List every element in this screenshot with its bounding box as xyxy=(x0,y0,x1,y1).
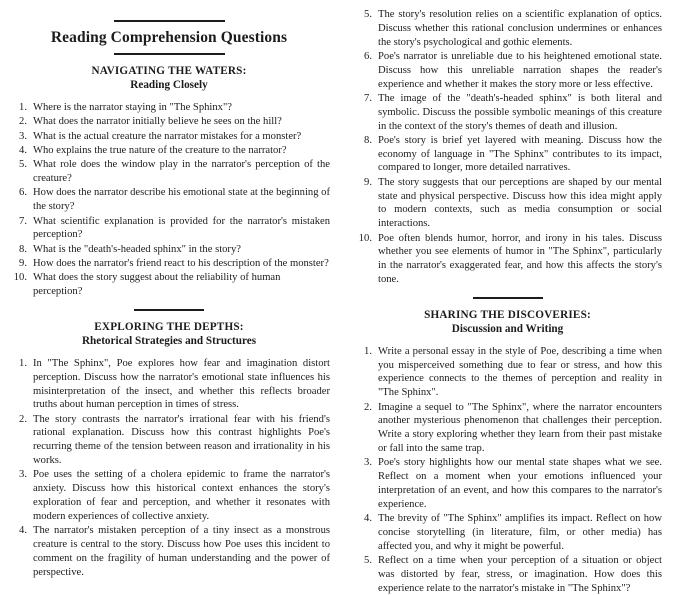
list-item-number: 9. xyxy=(364,176,372,188)
list-item-text: What is the actual creature the narrator mistakes for a monster? xyxy=(33,130,302,142)
list-item-text: The narrator's mistaken perception of a tiny insect as a monstrous creature is central to the story. Discuss how Poe uses this incident to comment on the fragility of human understanding and the power of perspective. xyxy=(33,525,330,578)
list-item-number: 3. xyxy=(19,469,27,481)
list-item xyxy=(353,176,662,231)
list-item xyxy=(8,243,330,257)
list-item-number: 10. xyxy=(358,232,372,244)
list-item-text: Poe's narrator is unreliable due to his heightened emotional state. Discuss how this unreliable narration shapes the reader's experience and whether it makes the story more or less effective. xyxy=(378,50,662,90)
list-item-number: 4. xyxy=(19,525,27,537)
list-item-number: 3. xyxy=(19,130,27,142)
list-item-text: Where is the narrator staying in "The Sphinx"? xyxy=(33,102,232,114)
section-heading-navigating-the-waters xyxy=(8,64,330,92)
list-item xyxy=(8,130,330,144)
question-list-exploring-the-depths-part1 xyxy=(8,357,330,580)
list-item xyxy=(8,257,330,271)
list-item xyxy=(8,271,330,299)
section-divider-rule xyxy=(473,297,543,299)
list-item-number: 3. xyxy=(364,457,372,469)
list-item-number: 4. xyxy=(19,144,27,156)
section-heading-line2: Discussion and Writing xyxy=(451,322,564,335)
list-item xyxy=(353,134,662,175)
page-title: Reading Comprehension Questions xyxy=(50,29,288,46)
list-item-text: The story suggests that our perceptions are shaped by our mental state and physical perspective. Discuss how this idea might apply to modern contexts, such as media consumption or social interactions. xyxy=(378,176,662,230)
list-item xyxy=(353,554,662,595)
list-item xyxy=(8,158,330,186)
section-heading-exploring-the-depths xyxy=(8,320,330,348)
title-rule-above xyxy=(114,20,225,22)
list-item-number: 2. xyxy=(19,116,27,128)
list-item-number: 5. xyxy=(19,159,27,171)
list-item-text: Who explains the true nature of the creature to the narrator? xyxy=(33,144,287,156)
list-item-number: 8. xyxy=(364,134,372,146)
list-item-number: 9. xyxy=(19,257,27,269)
list-item xyxy=(8,413,330,468)
list-item xyxy=(8,468,330,523)
list-item-text: What is the "death's-headed sphinx" in the story? xyxy=(33,243,241,255)
list-item-text: What does the narrator initially believe he sees on the hill? xyxy=(33,116,282,128)
title-rule-below xyxy=(114,53,225,55)
list-item-text: Poe's story highlights how our mental state shapes what we see. Reflect on a moment when your emotions influenced your interpretation of an event, and how this compares to the narrator's experience. xyxy=(378,457,662,510)
list-item-number: 7. xyxy=(364,92,372,104)
list-item-number: 8. xyxy=(19,243,27,255)
list-item-number: 6. xyxy=(364,50,372,62)
list-item xyxy=(353,345,662,400)
list-item-number: 1. xyxy=(19,102,27,114)
list-item-number: 1. xyxy=(364,345,372,357)
section-heading-line1: SHARING THE DISCOVERIES: xyxy=(424,308,591,321)
section-heading-line1: NAVIGATING THE WATERS: xyxy=(91,65,247,78)
list-item-text: Write a personal essay in the style of Poe, describing a time when you misperceived something due to fear or stress, and how this experience connects to the themes of perception and reality in "The Sphinx". xyxy=(378,345,662,399)
list-item-text: What role does the window play in the narrator's perception of the creature? xyxy=(33,159,330,185)
list-item-number: 2. xyxy=(364,401,372,413)
list-item-text: Poe often blends humor, horror, and irony in his tales. Discuss whether you see elements of humor in "The Sphinx", particularly in the narrator's exaggerated fear, and how this affects the story's tone. xyxy=(378,232,662,285)
list-item xyxy=(353,512,662,553)
title-block xyxy=(8,20,330,55)
list-item-text: Imagine a sequel to "The Sphinx", where the narrator encounters another mysterious phenomenon that challenges their perception. Write a story exploring whether they learn from their past mistake or fall into the same trap. xyxy=(378,401,662,454)
list-item-text: How does the narrator's friend react to his description of the monster? xyxy=(33,257,329,269)
list-item-text: The image of the "death's-headed sphinx" is both literal and symbolic. Discuss the possible symbolic meanings of this creature in the context of the story's themes of death and illusion. xyxy=(378,92,662,132)
question-list-sharing-the-discoveries xyxy=(353,345,662,595)
list-item xyxy=(353,456,662,511)
list-item xyxy=(353,50,662,91)
section-divider-rule xyxy=(134,309,204,311)
list-item-text: The story's resolution relies on a scientific explanation of optics. Discuss whether this rational conclusion undermines or enhances the story's psychological and gothic elements. xyxy=(378,9,662,48)
right-column xyxy=(338,4,668,594)
list-item xyxy=(353,401,662,456)
section-heading-line2: Rhetorical Strategies and Structures xyxy=(81,334,257,347)
list-item-number: 7. xyxy=(19,215,27,227)
section-heading-line2: Reading Closely xyxy=(130,79,208,92)
list-item-text: What scientific explanation is provided for the narrator's mistaken perception? xyxy=(33,215,330,241)
list-item xyxy=(8,115,330,129)
section-heading-line1: EXPLORING THE DEPTHS: xyxy=(94,320,244,333)
list-item xyxy=(8,144,330,158)
list-item xyxy=(8,101,330,115)
question-list-exploring-the-depths-part2 xyxy=(353,8,662,287)
list-item xyxy=(8,186,330,214)
list-item-text: What does the story suggest about the reliability of human perception? xyxy=(33,272,281,298)
list-item-text: How does the narrator describe his emotional state at the beginning of the story? xyxy=(33,187,330,213)
list-item xyxy=(353,8,662,49)
list-item xyxy=(8,215,330,243)
left-column xyxy=(8,4,338,578)
question-list-navigating-the-waters xyxy=(8,101,330,299)
section-heading-sharing-the-discoveries xyxy=(353,308,662,336)
list-item-text: In "The Sphinx", Poe explores how fear and imagination distort perception. Discuss how the narrator's emotional state influences his misinterpretation of the insect, and whether this reflects broader truths about human perception in times of stress. xyxy=(33,357,330,411)
list-item-number: 6. xyxy=(19,187,27,199)
list-item xyxy=(353,92,662,133)
list-item xyxy=(8,524,330,579)
list-item-number: 5. xyxy=(364,9,372,20)
list-item-text: Reflect on a time when your perception of a situation or object was distorted by fear, stress, or imagination. How does this experience relate to the narrator's mistake in "The Sphinx"? xyxy=(378,554,662,594)
list-item-text: The story contrasts the narrator's irrational fear with his friend's rational explanation. Discuss how this contrast highlights Poe's recurring theme of the tension between reason and irrationality in his works. xyxy=(33,413,330,467)
list-item-number: 1. xyxy=(19,357,27,369)
list-item xyxy=(353,232,662,287)
list-item-text: The brevity of "The Sphinx" amplifies its impact. Reflect on how concise storytelling (in literature, film, or other media) has affected you, and why it might be powerful. xyxy=(378,513,662,552)
list-item-number: 10. xyxy=(13,272,27,284)
list-item-number: 4. xyxy=(364,513,372,524)
list-item-number: 2. xyxy=(19,413,27,425)
list-item-number: 5. xyxy=(364,554,372,566)
list-item-text: Poe uses the setting of a cholera epidemic to frame the narrator's anxiety. Discuss how this historical context enhances the story's exploration of fear and perception, and whether it resonates with modern experiences of collective anxiety. xyxy=(33,469,330,522)
list-item-text: Poe's story is brief yet layered with meaning. Discuss how the economy of language in "The Sphinx" contributes to its impact, compared to longer, more detailed narratives. xyxy=(378,134,662,174)
list-item xyxy=(8,357,330,412)
